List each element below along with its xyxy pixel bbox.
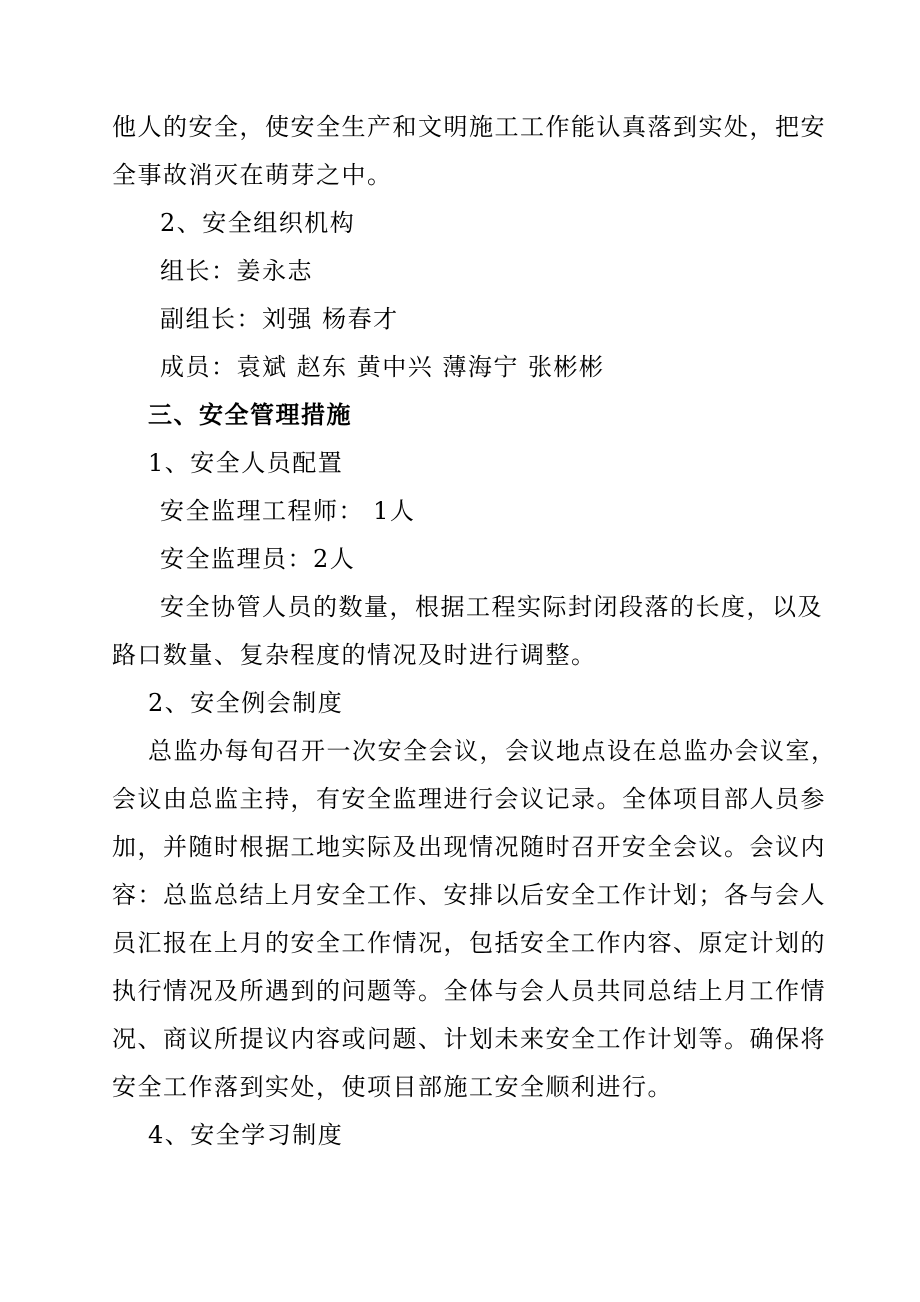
paragraph-meeting-line-7: 况、商议所提议内容或问题、计划未来安全工作计划等。确保将: [112, 1025, 826, 1053]
paragraph-meeting-line-4: 容：总监总结上月安全工作、安排以后安全工作计划；各与会人: [112, 881, 826, 909]
paragraph-coordinators-line-2: 路口数量、复杂程度的情况及时进行调整。: [112, 641, 597, 669]
paragraph-meeting-line-3: 加，并随时根据工地实际及出现情况随时召开安全会议。会议内: [112, 833, 826, 861]
paragraph-meeting-line-6: 执行情况及所遇到的问题等。全体与会人员共同总结上月工作情: [112, 977, 826, 1005]
subsection-2-heading: 2、安全例会制度: [148, 689, 344, 717]
safety-engineer-count: 安全监理工程师： 1人: [160, 497, 416, 525]
safety-supervisor-count: 安全监理员：2人: [160, 545, 356, 573]
section-3-heading: 三、安全管理措施: [148, 400, 352, 429]
paragraph-coordinators-line-1: 安全协管人员的数量，根据工程实际封闭段落的长度，以及: [160, 593, 823, 621]
subsection-1-heading: 1、安全人员配置: [148, 449, 344, 477]
paragraph-intro-line-1: 他人的安全，使安全生产和文明施工工作能认真落到实处，把安: [112, 113, 826, 141]
paragraph-meeting-line-8: 安全工作落到实处，使项目部施工安全顺利进行。: [112, 1073, 673, 1101]
section-2-heading: 2、安全组织机构: [160, 209, 356, 237]
deputy-leaders: 副组长：刘强 杨春才: [160, 305, 399, 333]
subsection-4-heading: 4、安全学习制度: [148, 1121, 344, 1149]
paragraph-intro-line-2: 全事故消灭在萌芽之中。: [112, 161, 393, 189]
paragraph-meeting-line-5: 员汇报在上月的安全工作情况，包括安全工作内容、原定计划的: [112, 929, 826, 957]
team-members: 成员：袁斌 赵东 黄中兴 薄海宁 张彬彬: [160, 353, 605, 381]
paragraph-meeting-line-2: 会议由总监主持，有安全监理进行会议记录。全体项目部人员参: [112, 785, 826, 813]
team-leader: 组长：姜永志: [160, 257, 313, 285]
paragraph-meeting-line-1: 总监办每旬召开一次安全会议，会议地点设在总监办会议室，: [148, 737, 837, 765]
